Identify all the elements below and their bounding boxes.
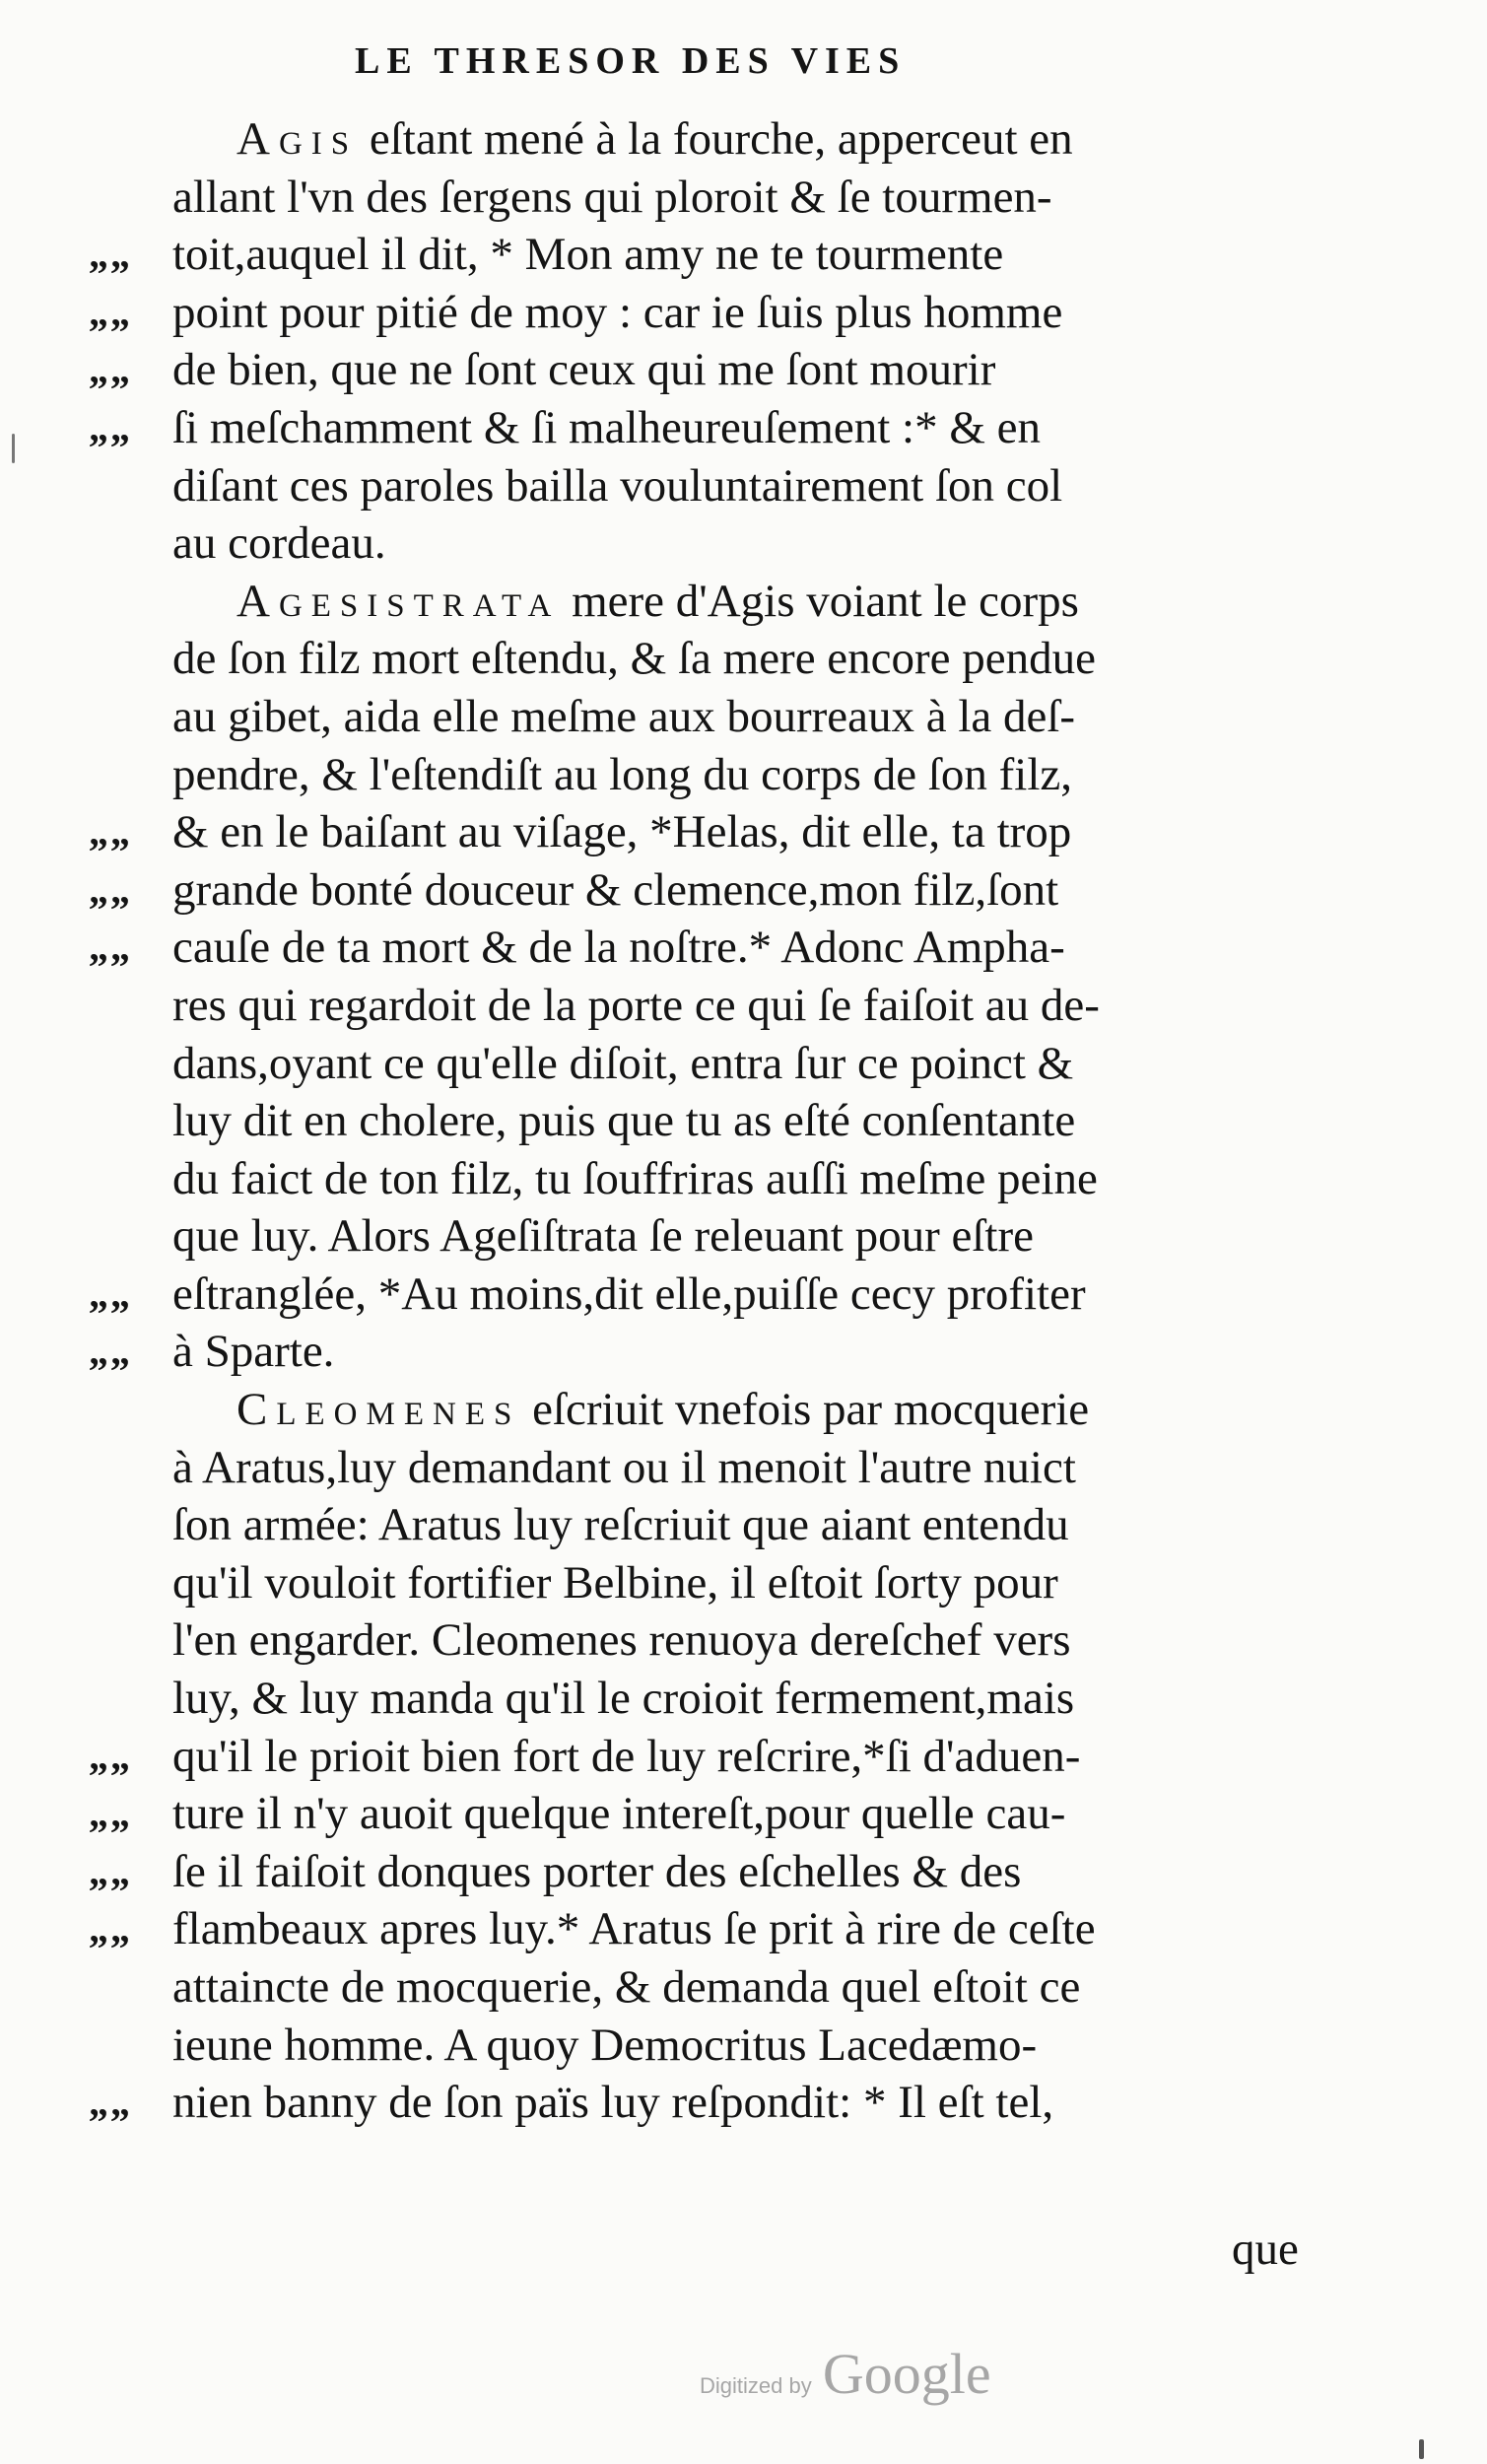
text-line	[168, 1670, 1350, 1728]
text-line	[168, 688, 1350, 746]
line-text: luy, & luy manda qu'il le croioit fermement,mais	[172, 1673, 1075, 1725]
line-text: eſtant mené à la fourche, apperceut en	[358, 113, 1073, 165]
paragraph-lead-name: Agis	[237, 113, 359, 165]
running-head: LE THRESOR DES VIES	[355, 40, 907, 82]
text-line	[168, 2017, 1350, 2075]
text-line	[89, 1900, 1350, 1958]
text-line	[168, 169, 1350, 227]
quotation-marker: „„	[89, 404, 132, 449]
quotation-marker: „„	[89, 347, 132, 392]
line-text: diſant ces paroles bailla vouluntairement ſon col	[172, 459, 1063, 512]
quotation-marker: „„	[89, 1848, 132, 1893]
text-line	[89, 1323, 1350, 1381]
text-line	[168, 746, 1350, 804]
line-text: ſon armée: Aratus luy reſcriuit que aiant entendu	[172, 1499, 1069, 1551]
line-text: allant l'vn des ſergens qui ploroit & ſe tourmen-	[172, 171, 1052, 223]
text-line	[89, 1266, 1350, 1324]
line-text: luy dit en cholere, puis que tu as eſté conſentante	[172, 1095, 1076, 1147]
line-text: qu'il le prioit bien fort de luy reſcrire,*ſi d'aduen-	[172, 1730, 1081, 1782]
paragraph-lead-name: Cleomenes	[237, 1384, 521, 1436]
quotation-marker: „„	[89, 1733, 132, 1778]
line-text: ture il n'y auoit quelque intereſt,pour quelle cau-	[172, 1788, 1066, 1840]
text-line	[89, 226, 1350, 284]
digitized-by-watermark	[700, 2341, 991, 2407]
line-text: de bien, que ne ſont ceux qui me ſont mourir	[172, 344, 996, 396]
quotation-marker: „„	[89, 1906, 132, 1951]
paragraph-lead-name: Agesistrata	[237, 575, 561, 627]
text-line	[168, 573, 1350, 631]
quotation-marker: „„	[89, 866, 132, 912]
quotation-marker: „„	[89, 1791, 132, 1836]
line-text: qu'il vouloit fortifier Belbine, il eſtoit ſorty pour	[172, 1556, 1058, 1608]
scan-speck	[12, 434, 15, 463]
text-line	[89, 1843, 1350, 1901]
line-text: dans,oyant ce qu'elle diſoit, entra ſur ce poinct &	[172, 1037, 1074, 1089]
catchword: que	[1232, 2224, 1299, 2275]
line-text: cauſe de ta mort & de la noſtre.* Adonc Ampha-	[172, 922, 1065, 974]
quotation-marker: „„	[89, 809, 132, 855]
line-text: ieune homme. A quoy Democritus Lacedæmo-	[172, 2019, 1038, 2071]
line-text: ſe il faiſoit donques porter des eſchelles & des	[172, 1845, 1022, 1897]
line-text: res qui regardoit de la porte ce qui ſe faiſoit au de-	[172, 979, 1100, 1031]
line-text: flambeaux apres luy.* Aratus ſe prit à rire de ceſte	[172, 1903, 1096, 1955]
text-line	[89, 2074, 1350, 2132]
line-text: du faict de ton filz, tu ſouffriras auſſi meſme peine	[172, 1152, 1098, 1204]
line-text: que luy. Alors Ageſiſtrata ſe releuant pour eſtre	[172, 1210, 1034, 1263]
line-text: & en le baiſant au viſage, *Helas, dit elle, ta trop	[172, 806, 1072, 858]
text-line	[168, 1381, 1350, 1439]
digitized-by-label: Digitized by	[700, 2373, 812, 2398]
line-text: de ſon filz mort eſtendu, & ſa mere encore pendue	[172, 633, 1097, 685]
line-text: à Sparte.	[172, 1326, 335, 1378]
line-text: mere d'Agis voiant le corps	[560, 575, 1079, 627]
text-line	[168, 514, 1350, 573]
quotation-marker: „„	[89, 1329, 132, 1374]
line-text: eſcriuit vnefois par mocquerie	[520, 1384, 1090, 1436]
text-line	[168, 1611, 1350, 1670]
text-line	[168, 1439, 1350, 1497]
quotation-marker: „„	[89, 2080, 132, 2125]
text-line	[168, 1554, 1350, 1612]
line-text: eſtranglée, *Au moins,dit elle,puiſſe cecy profiter	[172, 1267, 1086, 1320]
text-line	[89, 284, 1350, 342]
text-line	[89, 1785, 1350, 1843]
quotation-marker: „„	[89, 232, 132, 277]
text-line	[168, 1150, 1350, 1208]
text-line	[89, 399, 1350, 457]
text-line	[89, 1728, 1350, 1786]
scan-speck	[1419, 2439, 1424, 2459]
quotation-marker: „„	[89, 1270, 132, 1316]
text-line	[168, 630, 1350, 688]
line-text: l'en engarder. Cleomenes renuoya dereſchef vers	[172, 1614, 1071, 1667]
text-line	[168, 1035, 1350, 1093]
text-line	[168, 110, 1350, 169]
text-line	[89, 341, 1350, 399]
text-line	[89, 861, 1350, 920]
google-logo: Google	[822, 2342, 991, 2406]
line-text: pendre, & l'eſtendiſt au long du corps de ſon filz,	[172, 748, 1072, 800]
line-text: attaincte de mocquerie, & demanda quel eſtoit ce	[172, 1961, 1081, 2013]
quotation-marker: „„	[89, 924, 132, 970]
line-text: point pour pitié de moy : car ie ſuis plus homme	[172, 286, 1063, 338]
text-line	[168, 977, 1350, 1035]
body-text	[89, 110, 1350, 2132]
line-text: au cordeau.	[172, 517, 386, 570]
text-line	[168, 457, 1350, 515]
line-text: à Aratus,luy demandant ou il menoit l'autre nuict	[172, 1441, 1076, 1493]
text-line	[168, 1207, 1350, 1266]
text-line	[89, 919, 1350, 977]
text-line	[89, 803, 1350, 861]
text-line	[168, 1958, 1350, 2017]
line-text: au gibet, aida elle meſme aux bourreaux à la deſ-	[172, 690, 1076, 742]
line-text: nien banny de ſon païs luy reſpondit: * Il eſt tel,	[172, 2077, 1054, 2129]
text-line	[168, 1496, 1350, 1554]
quotation-marker: „„	[89, 289, 132, 334]
line-text: grande bonté douceur & clemence,mon filz,ſont	[172, 863, 1059, 916]
line-text: toit,auquel il dit, * Mon amy ne te tourmente	[172, 229, 1004, 281]
text-line	[168, 1092, 1350, 1150]
line-text: ſi meſchamment & ſi malheureuſement :* & en	[172, 401, 1041, 453]
